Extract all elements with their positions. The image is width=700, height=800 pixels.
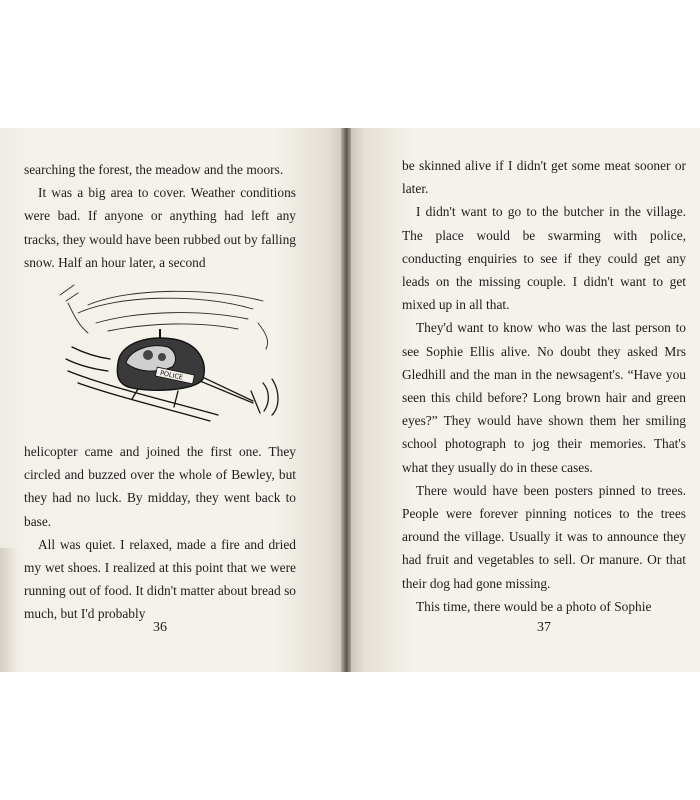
right-page-text bbox=[402, 154, 686, 618]
open-book bbox=[0, 128, 700, 672]
paragraph: helicopter came and joined the first one. They circled and buzzed over the whole of Bewley, but they had no luck. By midday, they went back to base. bbox=[24, 444, 296, 529]
left-page-top-text bbox=[24, 158, 296, 274]
right-page bbox=[351, 128, 700, 672]
thumb-shadow bbox=[0, 548, 18, 672]
paragraph: searching the forest, the meadow and the moors. bbox=[24, 162, 284, 177]
page-number-right: 37 bbox=[537, 620, 551, 635]
helicopter-label: POLICE bbox=[159, 368, 184, 382]
paragraph: It was a big area to cover. Weather conditions were bad. If anyone or anything had left any tracks, they would have been rubbed out by falling snow. Half an hour later, a second bbox=[24, 185, 296, 270]
page-number-left: 36 bbox=[153, 620, 167, 635]
helicopter-illustration bbox=[48, 283, 288, 433]
paragraph: All was quiet. I relaxed, made a fire and dried my wet shoes. I realized at this point that we were running out of food. It didn't matter about bread so much, but I'd probably bbox=[24, 536, 296, 622]
paragraph: be skinned alive if I didn't get some meat sooner or later. bbox=[402, 158, 686, 197]
paragraph: There would have been posters pinned to trees. People were forever pinning notices to the trees around the village. Usually it was to announce they had fruit and vegetables to sell. Or manure. Or that their dog had gone missing. bbox=[402, 482, 686, 591]
paragraph: They'd want to know who was the last person to see Sophie Ellis alive. No doubt they asked Mrs Gledhill and the man in the newsagent's. “Have you seen this child before? Long brown hair and green eyes?” They would have shown them her smiling school photograph to jog their memories. That's what they usually do in these cases. bbox=[402, 320, 686, 475]
paragraph: I didn't want to go to the butcher in the village. The place would be swarming with police, conducting enquiries to see if they could get any leads on the missing couple. I didn't want to get mixed up in all that. bbox=[402, 204, 686, 313]
left-page-bottom-text bbox=[24, 440, 296, 626]
left-page bbox=[0, 128, 343, 672]
paragraph: This time, there would be a photo of Sophie bbox=[416, 598, 652, 614]
